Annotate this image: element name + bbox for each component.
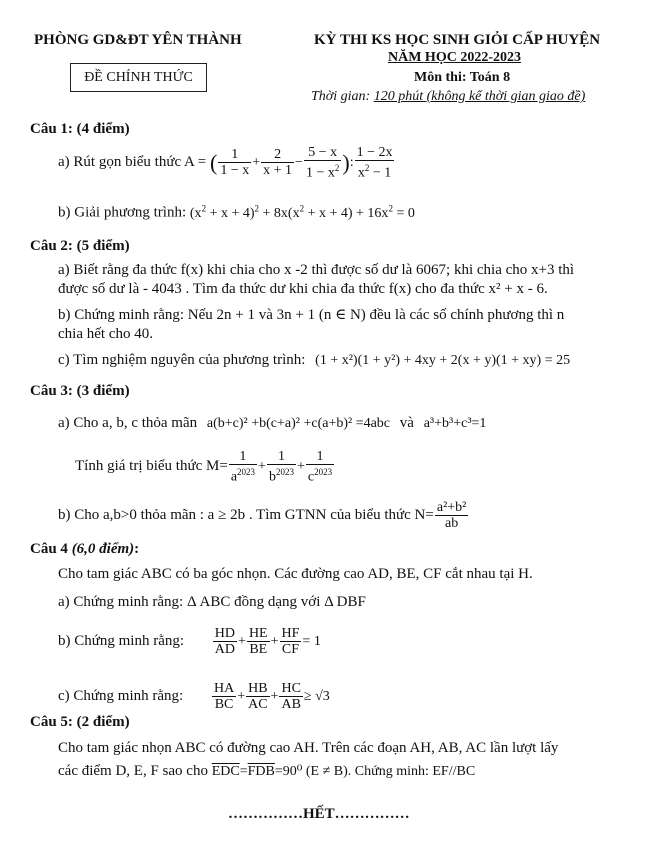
- subject: Môn thi: Toán 8: [414, 70, 511, 85]
- question-3b-numerator: a²+b²: [436, 500, 467, 515]
- question-4b: [58, 626, 321, 657]
- question-3b-text: b) Cho a,b>0 thỏa mãn : a ≥ 2b . Tìm GTNN của biểu thức N=: [58, 506, 434, 523]
- question-5-line-2b: =90⁰ (E ≠ B). Chứng minh: EF//BC: [274, 764, 476, 779]
- question-4c-expression: $\frac{HA}{BC}$ + $\frac{HB}{AC}$ + $\frac{HC}{AB}$ ≥ √3: [213, 681, 330, 712]
- end-marker: ……………HẾT……………: [228, 806, 410, 822]
- question-3a-and: và: [399, 415, 414, 431]
- question-4-label: Câu 4: [30, 541, 68, 557]
- question-4a: a) Chứng minh rằng: Δ ABC đồng dạng với Δ DBF: [58, 594, 366, 610]
- question-1b-text: b) Giải phương trình:: [58, 204, 187, 221]
- question-4b-expression: $\frac{HD}{AD}$ + $\frac{HE}{BE}$ + $\frac{HF}{CF}$ = 1: [214, 626, 321, 657]
- question-3a-eq2: a³+b³+c³=1: [423, 416, 487, 431]
- question-2a-line-1: a) Biết rằng đa thức f(x) khi chia cho x -2 thì được số dư là 6067; khi chia cho x+3 thì: [58, 262, 575, 278]
- time-label: Thời gian:: [311, 89, 371, 104]
- school-year: NĂM HỌC 2022-2023: [388, 50, 521, 65]
- question-5-line-2: [58, 762, 475, 781]
- question-1b-rhs: = 0: [396, 205, 415, 221]
- official-exam-label: ĐỀ CHÍNH THỨC: [84, 70, 193, 85]
- question-1a: [58, 145, 395, 185]
- official-exam-box: [70, 63, 207, 92]
- question-3b: [58, 500, 469, 531]
- question-1-title: Câu 1: (4 điểm): [30, 121, 130, 137]
- question-2c-equation: (1 + x²)(1 + y²) + 4xy + 2(x + y)(1 + xy) = 25: [315, 353, 571, 368]
- exam-title: KỲ THI KS HỌC SINH GIỎI CẤP HUYỆN: [314, 32, 601, 48]
- question-3b-fraction: [435, 500, 469, 531]
- time-value: 120 phút (không kể thời gian giao đề): [373, 89, 586, 104]
- question-2c: [58, 352, 570, 369]
- question-5-line-2a: các điểm D, E, F sao cho: [58, 763, 208, 779]
- question-1b-equation: $(x^2 + x + 4)^2 + 8x(x^2 + x + 4) + 16x^2 = 0$: [189, 203, 415, 221]
- question-5-line-1: Cho tam giác nhọn ABC có đường cao AH. Trên các đoạn AH, AB, AC lần lượt lấy: [58, 740, 559, 756]
- question-1a-expression: ( $\frac{1}{1 - x}$ + $\frac{2}{x + 1}$ − $\frac{5 - x}{1 - x^2}$ ): $\frac{1 - 2x}{x^2 - 1}$: [210, 145, 393, 181]
- question-2b-line-2: chia hết cho 40.: [58, 326, 153, 342]
- question-1b: [58, 203, 415, 222]
- question-1a-text: a) Rút gọn biểu thức A =: [58, 154, 207, 171]
- question-3a-m-expression: $\frac{1}{a^{2023}}$ + $\frac{1}{b^{2023}}$ + $\frac{1}{c^{2023}}$: [230, 449, 333, 485]
- question-4-intro: Cho tam giác ABC có ba góc nhọn. Các đường cao AD, BE, CF cắt nhau tại H.: [58, 566, 533, 582]
- question-4c-text: c) Chứng minh rằng:: [58, 687, 184, 704]
- question-3-title: Câu 3: (3 điểm): [30, 383, 130, 399]
- question-3a-m: [75, 449, 335, 485]
- department-name: PHÒNG GD&ĐT YÊN THÀNH: [34, 32, 242, 48]
- time-line: [311, 89, 585, 105]
- question-3a-m-text: Tính giá trị biểu thức M=: [75, 458, 228, 475]
- question-3b-denominator: ab: [445, 516, 459, 531]
- question-4-points: (6,0 điểm): [71, 541, 135, 557]
- question-2a-line-2: được số dư là - 4043 . Tìm đa thức dư khi chia đa thức f(x) cho đa thức x² + x - 6.: [58, 281, 548, 297]
- question-2c-text: c) Tìm nghiệm nguyên của phương trình:: [58, 352, 306, 368]
- question-3a-eq1: a(b+c)² +b(c+a)² +c(a+b)² =4abc: [206, 416, 391, 431]
- question-3a: [58, 415, 486, 432]
- question-5-title: Câu 5: (2 điểm): [30, 714, 130, 730]
- question-4c: [58, 681, 330, 712]
- question-2b-line-1: b) Chứng minh rằng: Nếu 2n + 1 và 3n + 1 (n ∈ N) đều là các số chính phương thì n: [58, 307, 565, 323]
- question-4-title: Câu 4 (6,0 điểm):: [30, 541, 140, 557]
- question-2-title: Câu 2: (5 điểm): [30, 238, 130, 254]
- question-4b-text: b) Chứng minh rằng:: [58, 632, 185, 649]
- question-5-angles: $\overline{EDC}=\overline{FDB}$: [211, 764, 275, 779]
- question-3a-text: a) Cho a, b, c thỏa mãn: [58, 415, 198, 431]
